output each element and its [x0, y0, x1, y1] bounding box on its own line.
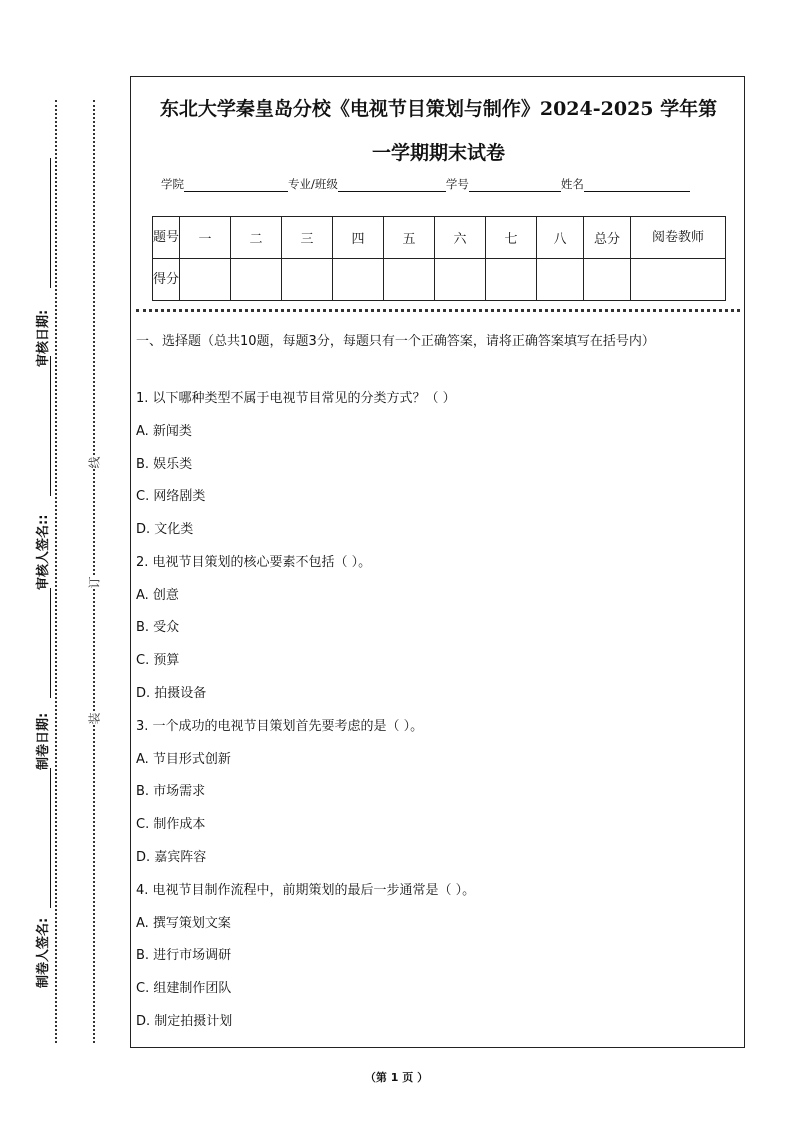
header-cell: 一	[180, 217, 231, 259]
header-cell: 八	[537, 217, 584, 259]
question-option: A. 创意	[136, 588, 179, 603]
student-info-row	[161, 176, 690, 192]
binding-mark-line: 线	[84, 456, 105, 468]
question-option: B. 进行市场调研	[136, 948, 232, 963]
section-divider	[136, 309, 740, 312]
score-cell[interactable]	[384, 259, 435, 301]
question-option: B. 娱乐类	[136, 457, 193, 472]
question-stem: 1. 以下哪种类型不属于电视节目常见的分类方式？（ ）	[136, 391, 456, 406]
header-cell: 五	[384, 217, 435, 259]
question-option: B. 受众	[136, 620, 180, 635]
maker-sign-line	[40, 768, 55, 910]
college-label: 学院	[161, 177, 184, 191]
make-date-line	[40, 588, 55, 700]
header-cell: 题号	[153, 217, 180, 259]
reviewer-sign-field	[32, 515, 51, 590]
question-option: C. 预算	[136, 653, 180, 668]
maker-sign-label: 制卷人签名:	[36, 917, 51, 988]
make-date-label: 制卷日期:	[36, 712, 51, 770]
score-cell[interactable]	[231, 259, 282, 301]
question-option: D. 嘉宾阵容	[136, 850, 207, 865]
reviewer-sign-label: 审核人签名::	[36, 514, 51, 590]
score-cell[interactable]	[486, 259, 537, 301]
score-cell[interactable]	[333, 259, 384, 301]
header-cell: 七	[486, 217, 537, 259]
exam-frame	[130, 76, 745, 1048]
question-option: A. 节目形式创新	[136, 752, 231, 767]
make-date-field	[32, 713, 51, 770]
header-cell: 四	[333, 217, 384, 259]
major-class-field[interactable]	[338, 179, 446, 192]
score-table-header-row	[153, 217, 726, 259]
page-number: （第 1 页 ）	[364, 1071, 429, 1084]
header-cell: 三	[282, 217, 333, 259]
score-row-label: 得分	[153, 259, 180, 301]
binding-mark-ding: 订	[84, 576, 105, 588]
question-option: D. 制定拍摄计划	[136, 1014, 233, 1029]
section-heading: 一、选择题（总共10题，每题3分，每题只有一个正确答案，请将正确答案填写在括号内）	[136, 334, 655, 349]
score-cell[interactable]	[631, 259, 726, 301]
question-option: C. 组建制作团队	[136, 981, 232, 996]
exam-title-line2: 一学期期末试卷	[371, 142, 505, 164]
question-option: B. 市场需求	[136, 784, 206, 799]
maker-sign-field	[32, 918, 51, 988]
header-cell: 六	[435, 217, 486, 259]
binding-mark-zhuang: 装	[84, 712, 105, 724]
question-option: D. 文化类	[136, 522, 194, 537]
score-cell[interactable]	[537, 259, 584, 301]
question-option: C. 网络剧类	[136, 489, 206, 504]
header-cell: 二	[231, 217, 282, 259]
reviewer-sign-line	[40, 356, 55, 498]
student-id-label: 学号	[445, 177, 469, 191]
question-option: D. 拍摄设备	[136, 686, 207, 701]
score-table-score-row	[153, 259, 726, 301]
question-stem: 4. 电视节目制作流程中，前期策划的最后一步通常是（ ）。	[136, 883, 476, 898]
major-class-label: 专业/班级	[288, 177, 338, 191]
college-field[interactable]	[184, 179, 288, 192]
score-cell[interactable]	[282, 259, 333, 301]
header-cell: 总分	[584, 217, 631, 259]
score-cell[interactable]	[180, 259, 231, 301]
question-option: C. 制作成本	[136, 817, 206, 832]
binding-dotted-line-outer	[55, 100, 57, 1043]
binding-dotted-line-inner	[93, 100, 95, 1043]
exam-title-line1: 东北大学秦皇岛分校《电视节目策划与制作》2024-2025 学年第	[159, 98, 718, 120]
exam-title	[131, 87, 746, 175]
name-label: 姓名	[560, 177, 584, 191]
name-field[interactable]	[584, 179, 690, 192]
question-option: A. 新闻类	[136, 424, 192, 439]
review-date-line	[40, 158, 55, 290]
student-id-field[interactable]	[469, 179, 561, 192]
score-cell[interactable]	[584, 259, 631, 301]
header-cell: 阅卷教师	[631, 217, 726, 259]
review-date-label: 审核日期:	[36, 309, 51, 367]
question-option: A. 撰写策划文案	[136, 916, 231, 931]
question-stem: 2. 电视节目策划的核心要素不包括（ ）。	[136, 555, 372, 570]
score-cell[interactable]	[435, 259, 486, 301]
question-stem: 3. 一个成功的电视节目策划首先要考虑的是（ ）。	[136, 719, 424, 734]
score-table	[152, 216, 726, 301]
